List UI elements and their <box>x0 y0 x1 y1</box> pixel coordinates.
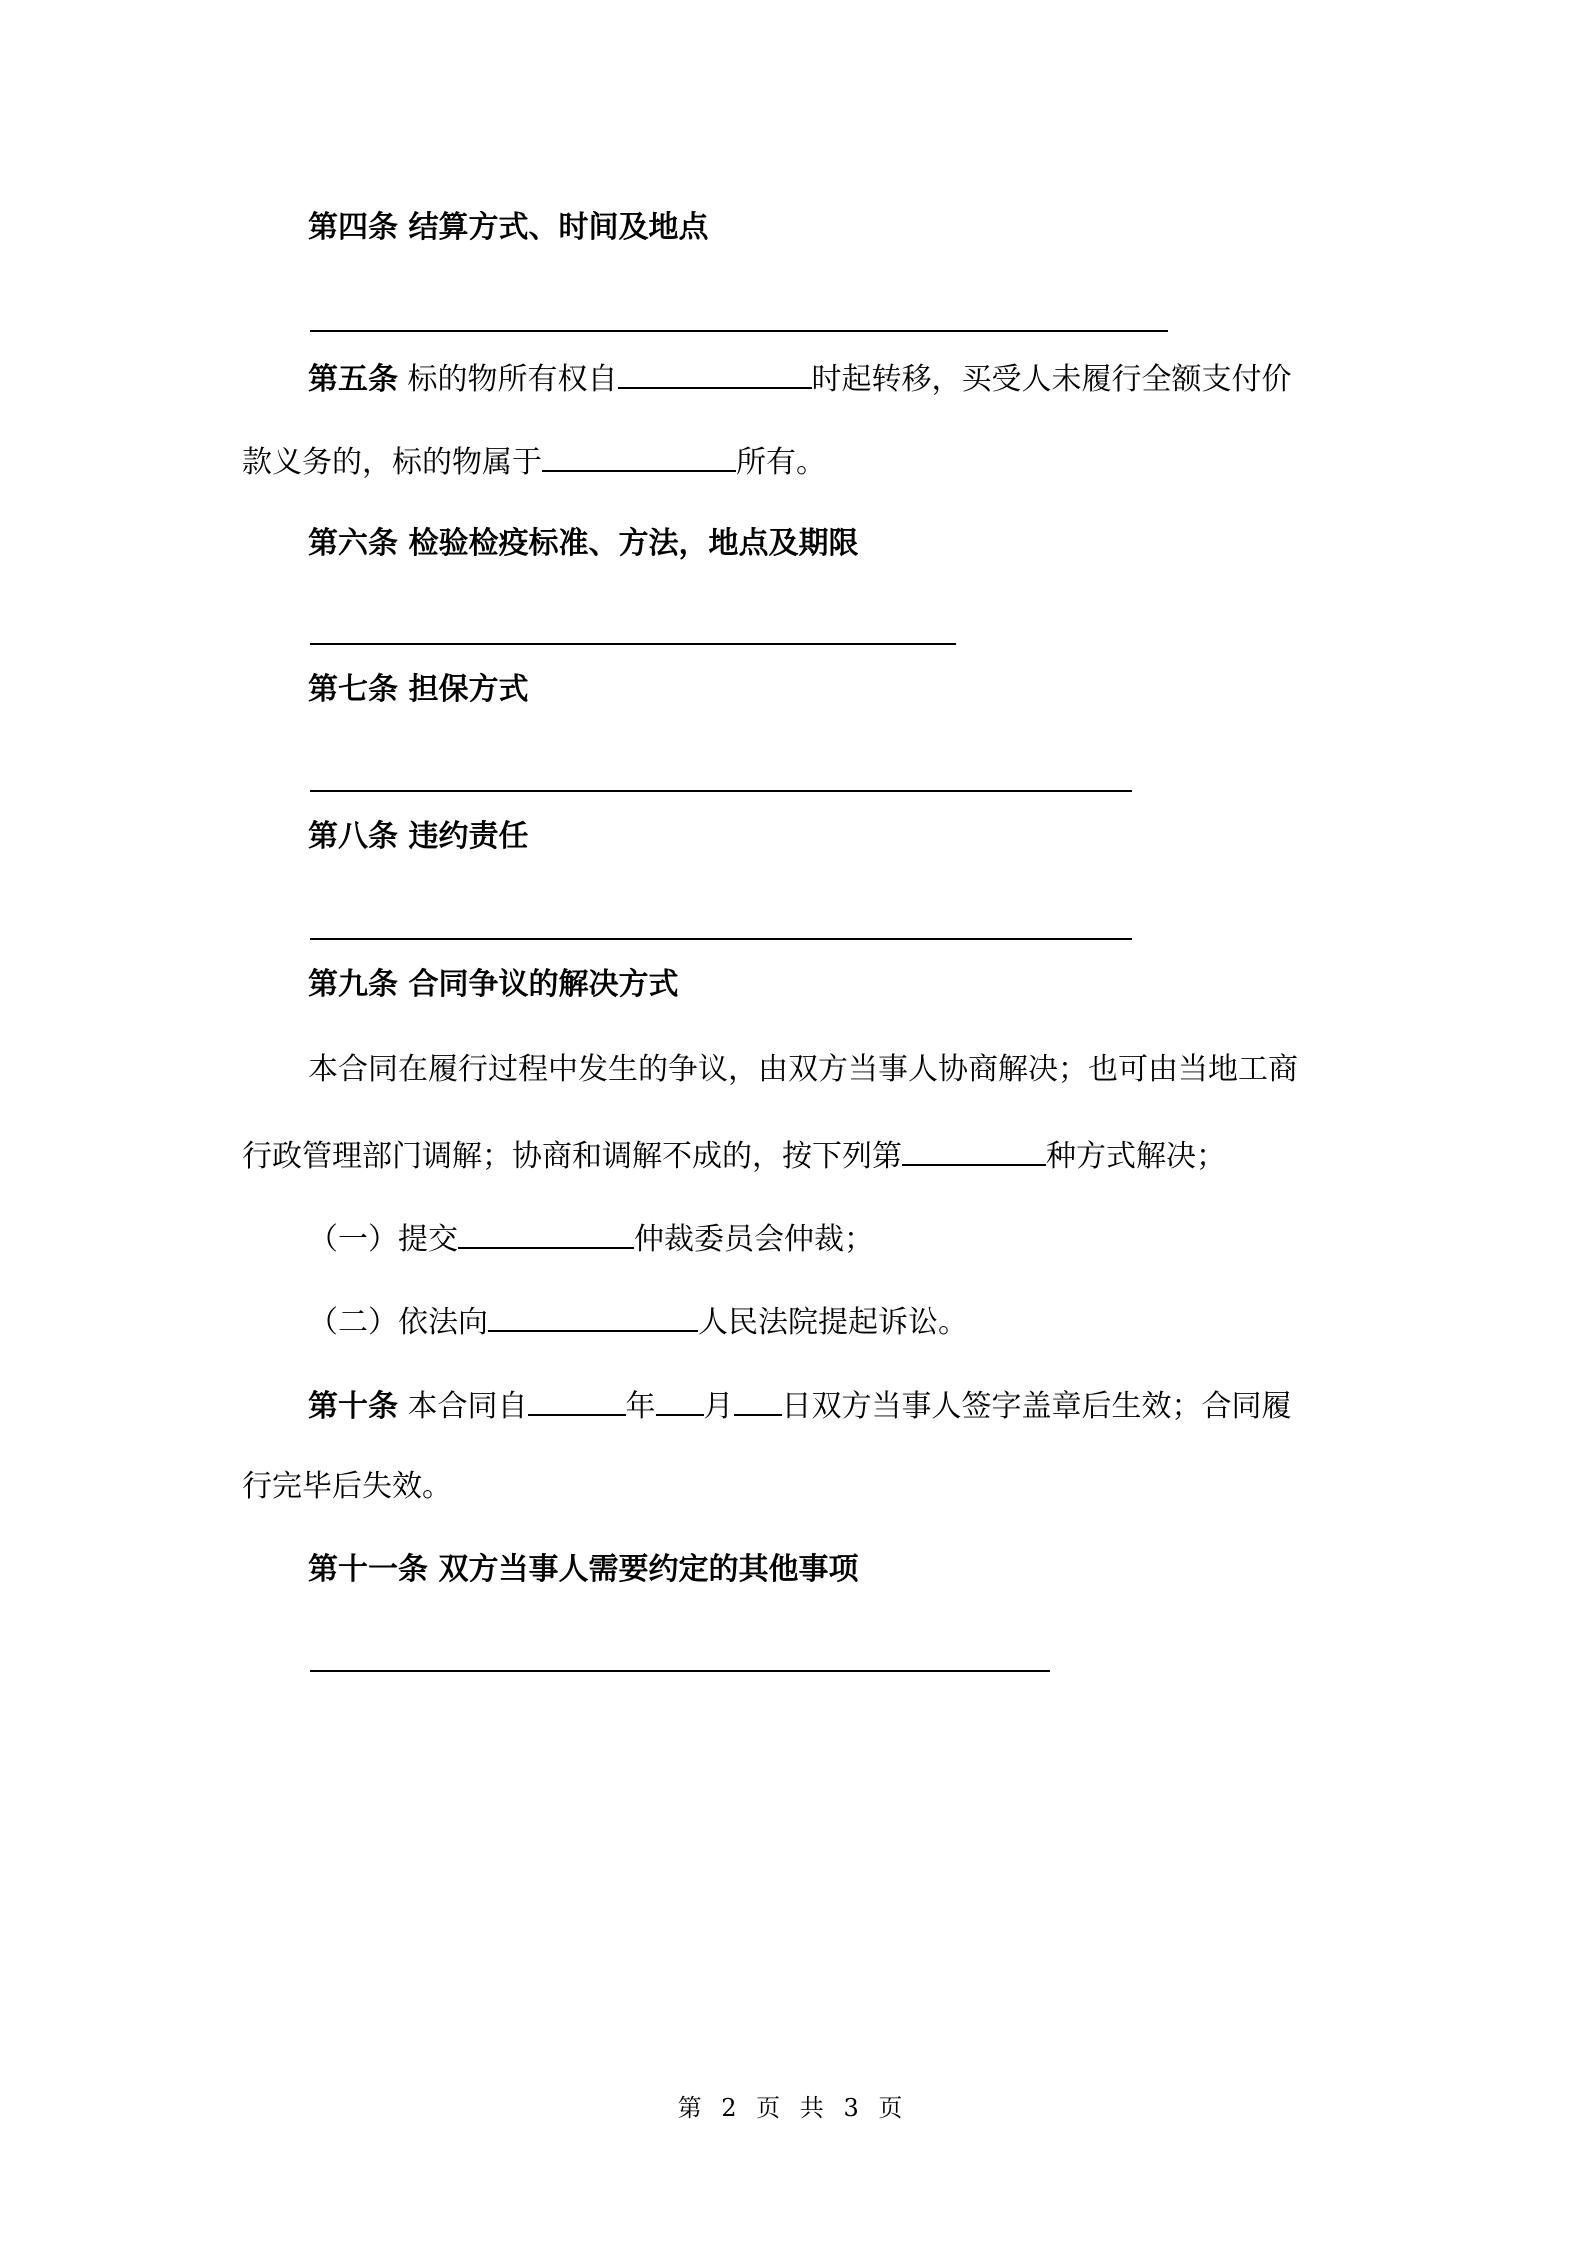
article-6-title: 第六条 检验检疫标准、方法，地点及期限 <box>308 526 859 561</box>
article-4-fill-line <box>310 330 1168 332</box>
month-blank <box>656 1384 704 1416</box>
article-9-text-2a: 行政管理部门调解；协商和调解不成的，按下列第 <box>242 1139 902 1174</box>
article-9-title: 第九条 合同争议的解决方式 <box>308 967 679 1002</box>
article-5-text-2: 时起转移，买受人未履行全额支付价 <box>811 362 1292 397</box>
option-2 <box>308 1300 968 1343</box>
article-10-line-2: 行完毕后失效。 <box>242 1469 452 1504</box>
option-1-text-a: （一）提交 <box>308 1222 458 1257</box>
article-10-text-2: 日双方当事人签字盖章后生效；合同履 <box>781 1389 1292 1424</box>
article-5-text-3: 款义务的，标的物属于 <box>242 445 542 480</box>
article-10-text-1: 本合同自 <box>398 1389 528 1424</box>
article-5-text-1: 标的物所有权自 <box>398 362 618 397</box>
owner-blank <box>542 440 736 472</box>
method-number-blank <box>902 1134 1046 1166</box>
month-label: 月 <box>703 1389 734 1424</box>
article-6-fill-line <box>310 643 956 645</box>
article-11-title: 第十一条 双方当事人需要约定的其他事项 <box>308 1552 859 1587</box>
article-5-text-4: 所有。 <box>736 445 826 480</box>
article-11-fill-line <box>310 1670 1050 1672</box>
article-10-label: 第十条 <box>308 1389 398 1424</box>
article-4-title: 第四条 结算方式、时间及地点 <box>308 210 709 245</box>
article-5-line-1 <box>308 357 1292 400</box>
article-9-text-2b: 种方式解决； <box>1046 1139 1226 1174</box>
ownership-transfer-blank <box>618 357 812 389</box>
article-10-line-1 <box>308 1384 1292 1427</box>
article-9-line-1: 本合同在履行过程中发生的争议，由双方当事人协商解决；也可由当地工商 <box>308 1052 1298 1087</box>
year-blank <box>528 1384 626 1416</box>
article-7-title: 第七条 担保方式 <box>308 672 529 707</box>
article-5-line-2 <box>242 440 826 483</box>
page-number: 第 2 页 共 3 页 <box>677 2094 909 2122</box>
option-2-text-b: 人民法院提起诉讼。 <box>698 1305 968 1340</box>
article-9-line-2 <box>242 1134 1226 1177</box>
article-8-title: 第八条 违约责任 <box>308 819 529 854</box>
year-label: 年 <box>625 1389 656 1424</box>
article-7-fill-line <box>310 790 1132 792</box>
court-blank <box>488 1300 698 1332</box>
option-2-text-a: （二）依法向 <box>308 1305 488 1340</box>
article-8-fill-line <box>310 938 1132 940</box>
option-1-text-b: 仲裁委员会仲裁； <box>634 1222 874 1257</box>
article-5-label: 第五条 <box>308 362 398 397</box>
option-1 <box>308 1217 874 1260</box>
arbitration-commission-blank <box>458 1217 634 1249</box>
day-blank <box>734 1384 782 1416</box>
